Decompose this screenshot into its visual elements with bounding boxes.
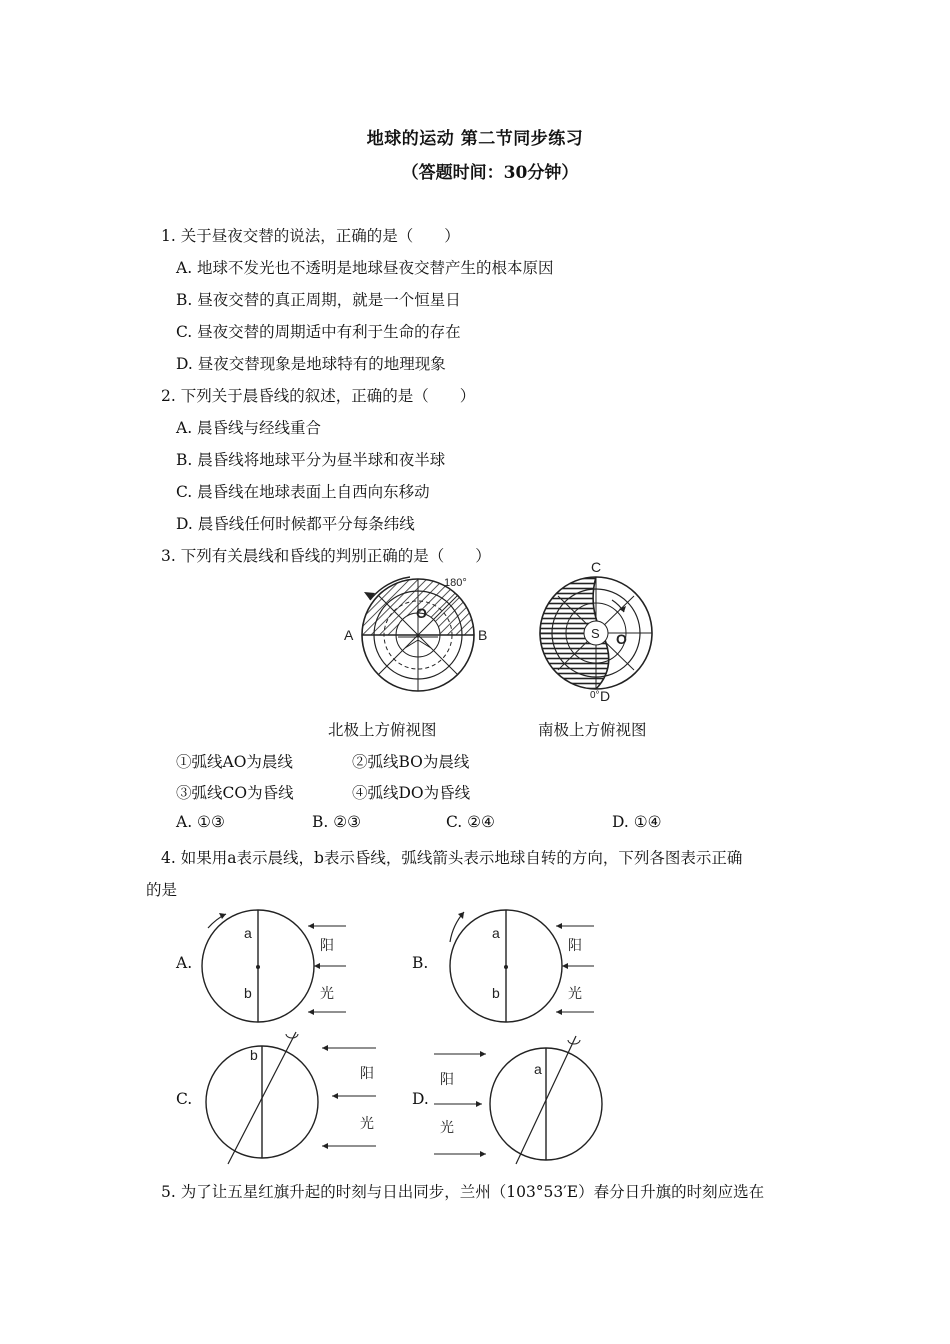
fig-d-letter: D. — [412, 1090, 429, 1108]
fig-b-label-top: a — [492, 925, 500, 941]
page-title: 地球的运动 第二节同步练习 — [366, 129, 584, 149]
fig-b-sun2: 光 — [568, 985, 582, 1001]
north-label-180: 180° — [444, 577, 467, 589]
question-3-choice-b: B. ②③ — [312, 813, 362, 831]
north-pole-caption: 北极上方俯视图 — [328, 721, 437, 739]
fig-b-diagram — [446, 906, 606, 1026]
fig-a-letter: A. — [176, 954, 193, 972]
north-label-a: A — [344, 627, 354, 643]
question-2-option-d: D. 晨昏线任何时候都平分每条纬线 — [176, 515, 415, 533]
question-4-stem-cont: 的是 — [146, 881, 178, 899]
south-label-0: 0° — [590, 690, 600, 701]
fig-d-label-top: a — [534, 1061, 542, 1077]
fig-c-letter: C. — [176, 1090, 193, 1108]
south-label-s: S — [591, 626, 600, 641]
fig-d-diagram — [430, 1032, 610, 1168]
fig-a-label-top: a — [244, 925, 252, 941]
fig-c-sun1: 阳 — [360, 1065, 374, 1081]
north-pole-diagram — [340, 572, 500, 700]
statement-3: ③弧线CO为昏线 — [176, 784, 294, 802]
south-label-c: C — [591, 559, 602, 575]
fig-c-sun2: 光 — [360, 1115, 374, 1131]
question-1-stem: 1. 关于昼夜交替的说法，正确的是（ ） — [161, 227, 460, 245]
question-1-option-c: C. 昼夜交替的周期适中有利于生命的存在 — [176, 323, 461, 341]
question-2-option-a: A. 晨昏线与经线重合 — [176, 419, 322, 437]
question-1-option-a: A. 地球不发光也不透明是地球昼夜交替产生的根本原因 — [176, 259, 554, 277]
fig-c-label-top: b — [250, 1047, 258, 1063]
page-subtitle: （答题时间：30分钟） — [401, 163, 579, 183]
north-label-o: O — [416, 605, 427, 621]
fig-b-sun1: 阳 — [568, 937, 582, 953]
fig-d-sun2: 光 — [440, 1119, 454, 1135]
question-5-stem: 5. 为了让五星红旗升起的时刻与日出同步，兰州（103°53′E）春分日升旗的时刻应选在 — [161, 1183, 765, 1201]
fig-d-sun1: 阳 — [440, 1071, 454, 1087]
question-3-choice-c: C. ②④ — [446, 813, 495, 831]
fig-b-letter: B. — [412, 954, 429, 972]
question-3-choice-a: A. ①③ — [176, 813, 225, 831]
statement-4: ④弧线DO为昏线 — [352, 784, 471, 802]
fig-c-diagram — [200, 1026, 400, 1166]
fig-a-sun2: 光 — [320, 985, 334, 1001]
south-pole-caption: 南极上方俯视图 — [538, 721, 647, 739]
fig-a-sun1: 阳 — [320, 937, 334, 953]
question-1-option-d: D. 昼夜交替现象是地球特有的地理现象 — [176, 355, 446, 373]
north-label-b: B — [478, 627, 488, 643]
south-pole-diagram — [528, 556, 668, 706]
fig-b-label-bottom: b — [492, 985, 500, 1001]
south-label-o: O — [616, 631, 627, 647]
question-2-stem: 2. 下列关于晨昏线的叙述，正确的是（ ） — [161, 387, 476, 405]
question-3-stem: 3. 下列有关晨线和昏线的判别正确的是（ ） — [161, 547, 491, 565]
question-4-stem: 4. 如果用a表示晨线，b表示昏线，弧线箭头表示地球自转的方向，下列各图表示正确 — [161, 849, 743, 867]
fig-a-label-bottom: b — [244, 985, 252, 1001]
question-1-option-b: B. 昼夜交替的真正周期，就是一个恒星日 — [176, 291, 461, 309]
question-3-choice-d: D. ①④ — [612, 813, 662, 831]
statement-2: ②弧线BO为晨线 — [352, 753, 470, 771]
question-2-option-c: C. 晨昏线在地球表面上自西向东移动 — [176, 483, 430, 501]
statement-1: ①弧线AO为晨线 — [176, 753, 293, 771]
fig-a-diagram — [198, 906, 358, 1026]
question-2-option-b: B. 晨昏线将地球平分为昼半球和夜半球 — [176, 451, 446, 469]
south-label-d: D — [600, 688, 611, 704]
